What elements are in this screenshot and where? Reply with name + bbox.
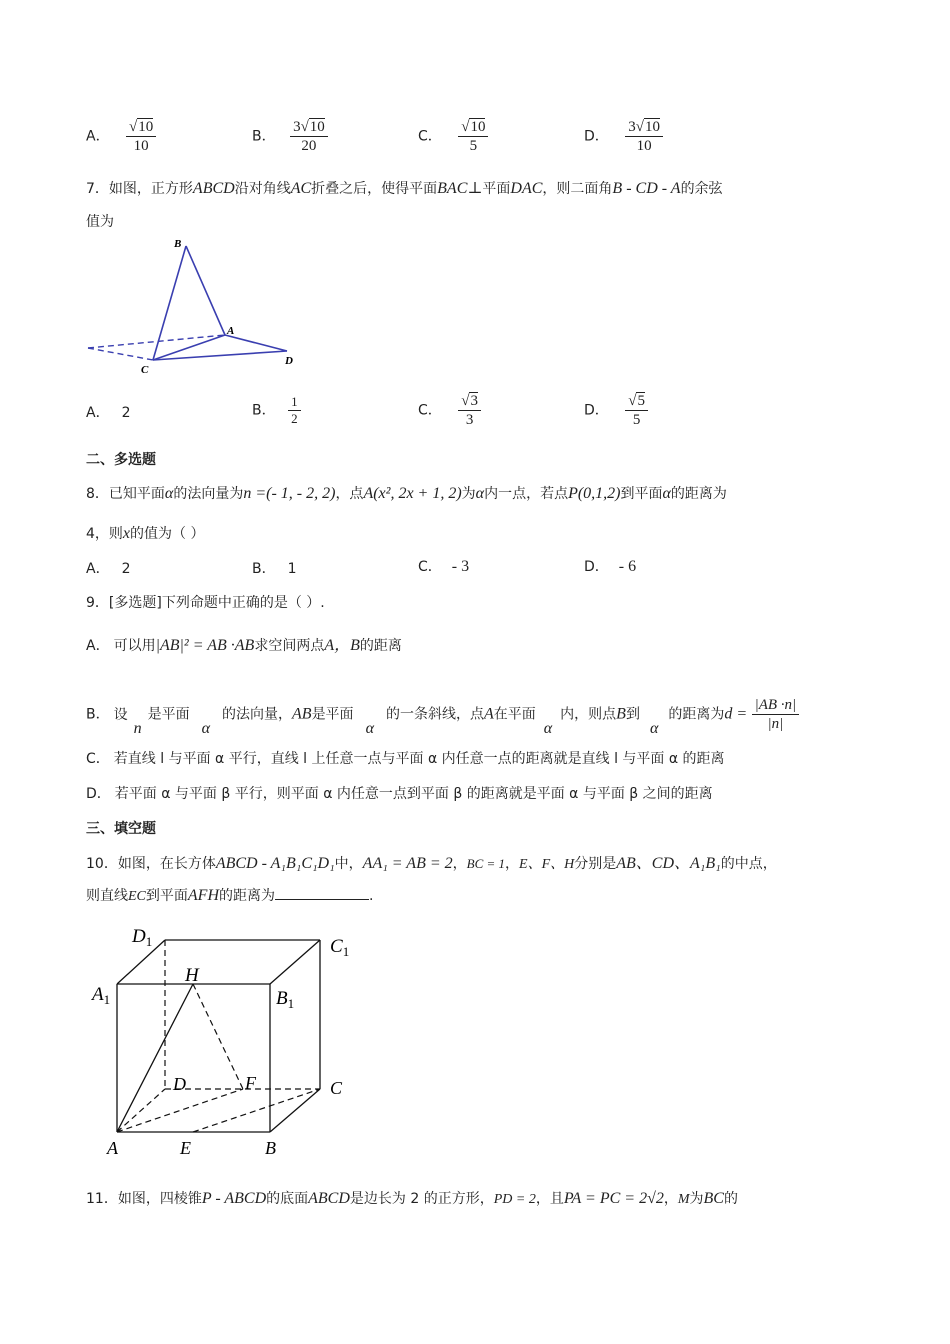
q10-stem-line2: 则直线EC到平面AFH的距离为 . [86, 887, 374, 904]
section-multiple-choice: 二、多选题 [86, 452, 156, 468]
q7-label-b: B [174, 238, 182, 250]
q7-fold-figure [80, 234, 320, 380]
q8-option-c[interactable]: C． - 3 [418, 558, 470, 575]
q10-cuboid-figure [80, 918, 370, 1168]
q10-stem: 10．如图，在长方体ABCD - A₁B₁C₁D₁中，AA₁ = AB = 2，BC = 1，E、F、H分别是AB、CD、A₁B₁的中点， [86, 855, 777, 872]
q10-label-d1: $D_1$ [132, 926, 153, 949]
q8-option-b[interactable]: B． 1 [252, 561, 297, 577]
q10-label-c1: $C_1$ [330, 936, 350, 959]
q7-edge-ad [225, 335, 287, 351]
q7-stem: 7．如图，正方形ABCD沿对角线AC折叠之后，使得平面BAC⊥平面DAC，则二面角B - CD - A的余弦 [86, 180, 723, 197]
q9-option-c[interactable]: C． 若直线 l 与平面 α 平行，直线 l 上任意一点与平面 α 内任意一点的距离就是直线 l 与平面 α 的距离 [86, 751, 725, 767]
q10-label-h: H [185, 965, 199, 986]
q10-label-e: E [180, 1138, 191, 1158]
q8-option-d[interactable]: D． - 6 [584, 558, 637, 575]
q8-stem: 8．已知平面α的法向量为n =(- 1, - 2, 2)，点A(x², 2x + 1, 2)为α内一点，若点P(0,1,2)到平面α的距离为 [86, 485, 727, 502]
q9-distance-formula: $\frac{|AB \cdot n|}{|n|}$ [752, 696, 800, 733]
q7-option-c[interactable]: C． $\frac{√3}{3}$ [418, 392, 481, 429]
q6-d-fraction: $\frac{3√10}{10}$ [625, 118, 663, 155]
q10-label-a1: $A_1$ [92, 984, 111, 1007]
q7-stem-line2: 值为 [86, 214, 114, 230]
q7-label-c: C [141, 364, 149, 376]
q6-option-c[interactable]: C． $\frac{√10}{5}$ [418, 118, 488, 155]
q6-b-fraction: $\frac{3√10}{20}$ [290, 118, 328, 155]
section-fill-in: 三、填空题 [86, 821, 156, 837]
q7-label-a: A [227, 325, 235, 337]
q7-option-d[interactable]: D． $\frac{√5}{5}$ [584, 392, 648, 429]
q6-option-d[interactable]: D． $\frac{3√10}{10}$ [584, 118, 663, 155]
q10-label-f: F [245, 1073, 256, 1093]
q10-label-d: D [173, 1074, 186, 1094]
q10-label-a: A [107, 1138, 118, 1158]
q9-option-a[interactable]: A． 可以用|AB|² = AB ·AB求空间两点A，B的距离 [86, 637, 402, 654]
q7-label-d: D [285, 355, 293, 367]
q7-option-a[interactable]: A． 2 [86, 405, 131, 421]
q10-label-b1: $B_1$ [276, 988, 295, 1011]
q6-c-fraction: $\frac{√10}{5}$ [458, 118, 488, 155]
q7-dashed-c [88, 348, 153, 360]
q10-label-b: B [265, 1138, 276, 1158]
q11-stem: 11．如图，四棱锥P - ABCD的底面ABCD是边长为 2 的正方形，PD = 2，且PA = PC = 2√2，M为BC的 [86, 1190, 738, 1207]
q6-option-a[interactable]: A． $\frac{√10}{10}$ [86, 118, 156, 155]
q8-option-a[interactable]: A． 2 [86, 561, 131, 577]
q7-option-b[interactable]: B． $\frac{1}{2}$ [252, 394, 301, 427]
q9-option-b[interactable]: B． 设n是平面α的法向量，AB是平面α的一条斜线，点A在平面α内，则点B到α的距离为d = $\frac{|AB \cdot n|}{|n|}$ [86, 696, 799, 733]
q10-label-c: C [330, 1078, 343, 1098]
q7-edge-bc [153, 246, 186, 360]
q7-edge-ba [186, 246, 225, 335]
q9-stem: 9．[多选题]下列命题中正确的是（ ）. [86, 595, 325, 611]
q9-option-d[interactable]: D． 若平面 α 与平面 β 平行，则平面 α 内任意一点到平面 β 的距离就是平面 α 与平面 β 之间的距离 [86, 786, 713, 802]
q6-option-b[interactable]: B． $\frac{3√10}{20}$ [252, 118, 328, 155]
q10-answer-blank[interactable] [275, 885, 369, 900]
q6-a-fraction: $\frac{√10}{10}$ [126, 118, 156, 155]
q8-stem-line2: 4，则x的值为（ ） [86, 525, 205, 542]
